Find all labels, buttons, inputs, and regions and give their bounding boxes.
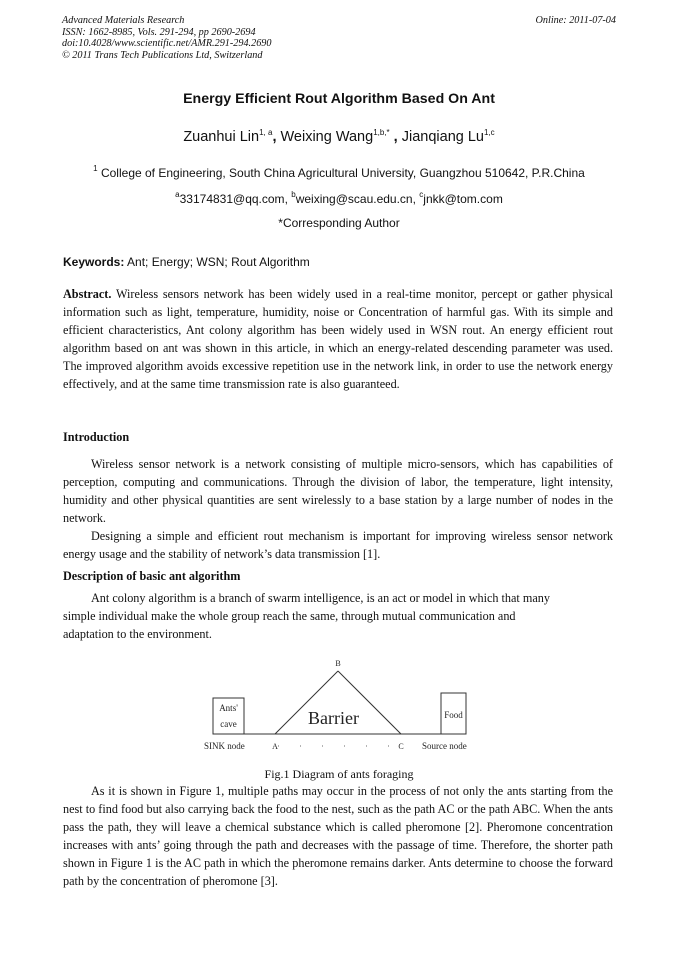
sink-node-label: SINK node xyxy=(204,741,245,751)
author-sup: 1,b,* xyxy=(373,128,390,137)
email-address[interactable]: weixing@scau.edu.cn xyxy=(295,192,413,206)
point-c-label: C xyxy=(398,742,404,751)
paper-title: Energy Efficient Rout Algorithm Based On Ant xyxy=(183,91,495,107)
description-line: Ant colony algorithm is a branch of swarm intelligence, is an act or model in which that many xyxy=(91,591,550,605)
doi: doi:10.4028/www.scientific.net/AMR.291-294.2690 xyxy=(62,38,272,49)
email-sup: a xyxy=(175,190,180,199)
food-label: Food xyxy=(444,710,463,720)
figure-caption: Fig.1 Diagram of ants foraging xyxy=(264,767,414,781)
keywords-label: Keywords: xyxy=(63,255,125,269)
email-sup: c xyxy=(419,190,424,199)
author-list xyxy=(0,129,678,145)
abstract xyxy=(63,285,613,393)
ants-cave-label: Ants' xyxy=(219,703,238,713)
issn: ISSN: 1662-8985, Vols. 291-294, pp 2690-2694 xyxy=(62,26,256,38)
corresponding-author: *Corresponding Author xyxy=(278,216,400,230)
keywords-text: Ant; Energy; WSN; Rout Algorithm xyxy=(127,255,310,269)
author-sup: 1,c xyxy=(484,128,495,137)
ants-cave-label: cave xyxy=(220,719,237,729)
author-sup: 1, a xyxy=(259,128,273,137)
barrier-label: Barrier xyxy=(308,708,359,728)
journal-name: Advanced Materials Research xyxy=(62,15,185,26)
description-heading: Description of basic ant algorithm xyxy=(63,569,241,583)
point-a-label: A xyxy=(272,742,278,751)
email-separator: , xyxy=(284,192,292,206)
ants-foraging-diagram xyxy=(200,656,490,764)
introduction-heading: Introduction xyxy=(63,430,130,444)
source-node-label: Source node xyxy=(422,741,467,751)
author-separator: , xyxy=(272,129,281,145)
email-list xyxy=(0,192,678,206)
email-sup: b xyxy=(291,190,296,199)
affiliation-sup: 1 xyxy=(93,164,98,173)
email-address[interactable]: jnkk@tom.com xyxy=(423,192,503,206)
description-line: simple individual make the whole group reach the same, through mutual communication and xyxy=(63,609,516,623)
introduction-paragraph: Designing a simple and efficient rout mechanism is important for improving wireless sensor network energy usage and the stability of network’s data transmission [1]. xyxy=(63,529,613,561)
author-name: Zuanhui Lin xyxy=(183,129,260,145)
email-separator: , xyxy=(412,192,420,206)
introduction-paragraph: Wireless sensor network is a network consisting of multiple micro-sensors, which has capabilities of perception, computing and communications. Through the division of labor, the temperature, light intensity, humidity and other physical quantities are sent wirelessly to a base station by a large number of nodes in the network. xyxy=(63,457,613,525)
description-paragraph xyxy=(63,589,613,643)
author-separator: , xyxy=(389,129,402,145)
header-publication-info xyxy=(62,15,271,61)
point-b-label: B xyxy=(335,659,341,668)
body-paragraph: As it is shown in Figure 1, multiple paths may occur in the process of not only the ants starting from the nest to find food but also carrying back the food to the nest, such as the path AC or the path ABC. When the ants pass the path, they will leave a chemical substance which is called pheromone [2]. Pheromone concentration increases with ants’ going through the path and decreases with the passage of time. Therefore, the shorter path shown in Figure 1 is the AC path in which the pheromone remains darker. Ants determine to choose the forward path by the concentration of pheromone [3]. xyxy=(63,784,613,888)
abstract-label: Abstract. xyxy=(63,287,112,301)
description-line: adaptation to the environment. xyxy=(63,627,212,641)
email-address[interactable]: 33174831@qq.com xyxy=(179,192,285,206)
online-date: Online: 2011-07-04 xyxy=(535,15,616,26)
affiliation xyxy=(0,166,678,180)
keywords xyxy=(63,255,310,269)
author-name: Weixing Wang xyxy=(280,129,374,145)
affiliation-text: College of Engineering, South China Agricultural University, Guangzhou 510642, P.R.China xyxy=(100,166,585,180)
author-name: Jianqiang Lu xyxy=(401,129,484,145)
copyright: © 2011 Trans Tech Publications Ltd, Switzerland xyxy=(62,49,263,61)
abstract-text: Wireless sensors network has been widely used in a real-time monitor, percept or gather physical information such as light, temperature, humidity, noise or Concentration of harmful gas. With its simple and efficient characteristics, Ant colony algorithm has been widely used in WSN rout. An energy efficient rout algorithm based on ant was shown in this article, in which an energy-related descending parameter was used. The improved algorithm avoids excessive repetition use in the network link, in order to use the network energy effectively, and at the same time transmission rate is also guaranteed. xyxy=(63,287,613,391)
